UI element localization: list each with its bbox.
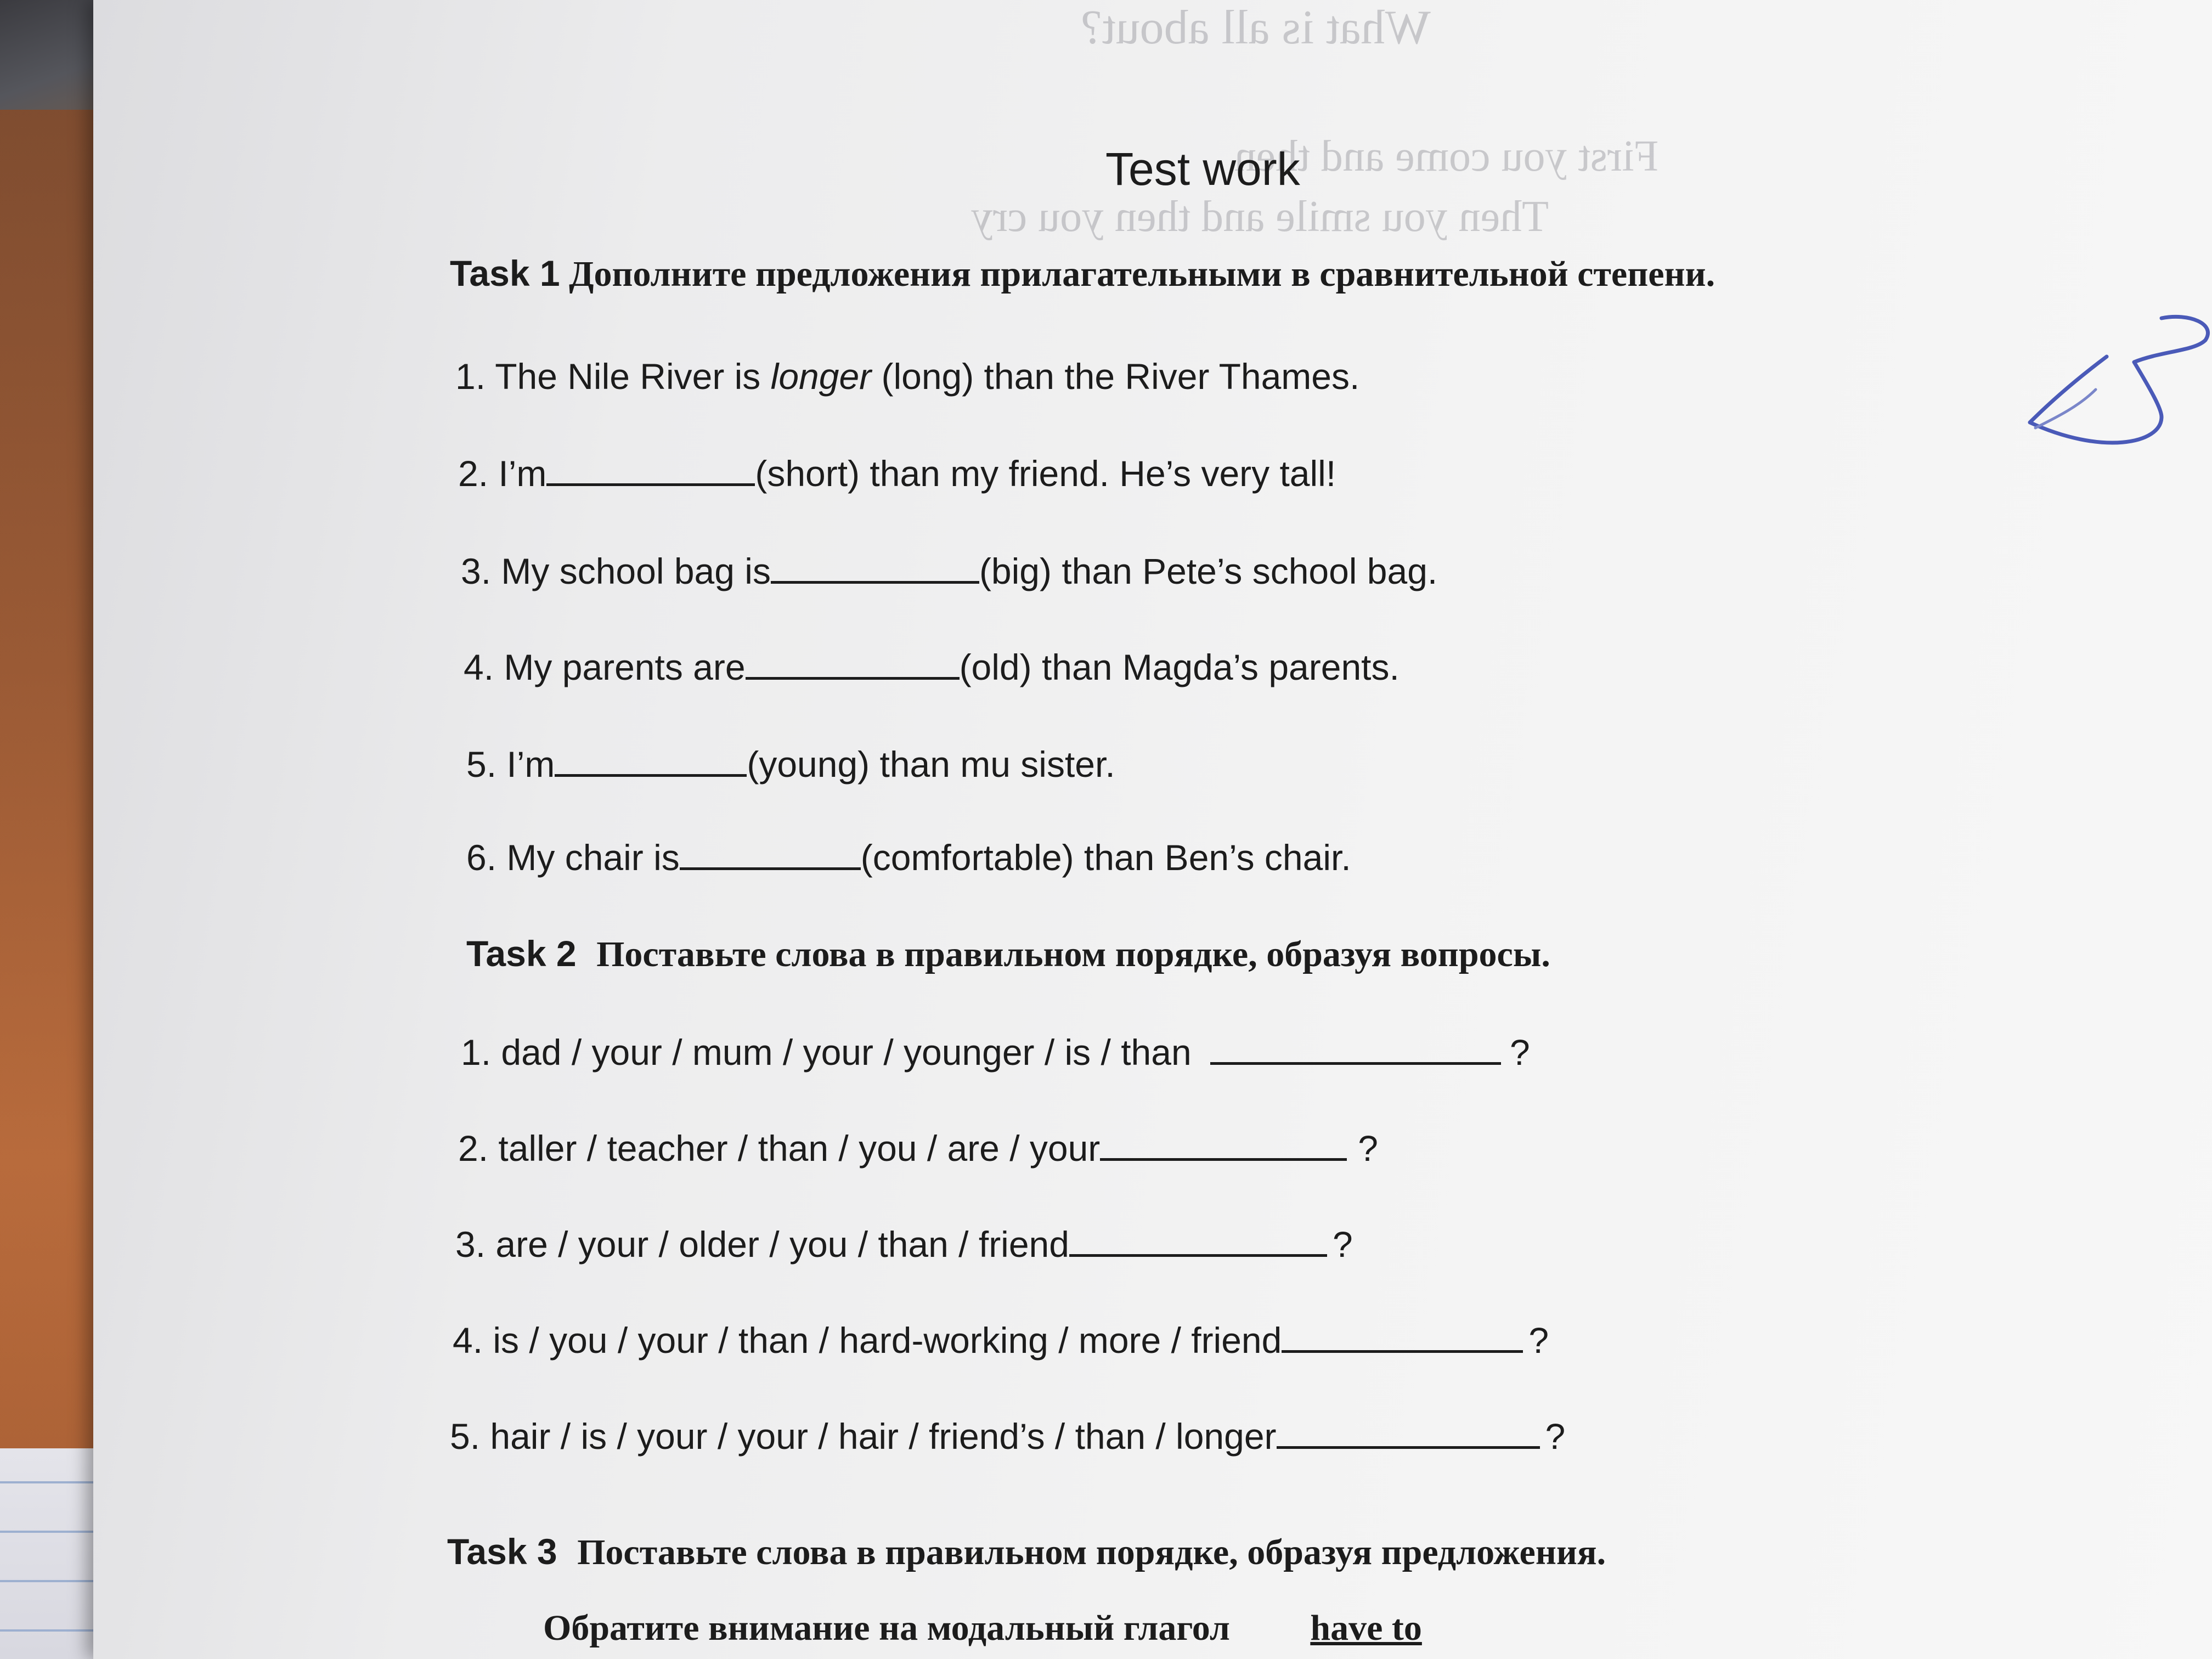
item-number: 5. xyxy=(450,1416,481,1457)
bleed-through-text: Then you smile and then you cry xyxy=(971,193,1549,241)
task2-item xyxy=(461,1031,1530,1073)
task3-heading xyxy=(447,1531,1606,1573)
handwritten-grade-mark xyxy=(2024,313,2212,455)
item-number: 4. xyxy=(453,1320,483,1361)
task1-label: Task 1 xyxy=(450,253,560,294)
item-number: 2. xyxy=(458,453,489,494)
grade-stroke xyxy=(2030,317,2208,443)
answer-blank[interactable] xyxy=(1210,1031,1501,1065)
task1-item xyxy=(464,646,1400,688)
answer-blank[interactable] xyxy=(546,453,755,486)
answer-blank[interactable] xyxy=(771,550,979,584)
answer-blank[interactable] xyxy=(1277,1415,1540,1449)
item-text-after: (long) than the River Thames. xyxy=(881,356,1360,397)
question-mark: ? xyxy=(1545,1416,1566,1457)
word-list: are / your / older / you / than / friend xyxy=(495,1224,1069,1265)
item-text-before: I’m xyxy=(498,453,547,494)
task2-heading xyxy=(466,933,1550,975)
task2-label: Task 2 xyxy=(466,933,577,974)
question-mark: ? xyxy=(1358,1128,1379,1169)
answer-blank[interactable] xyxy=(1282,1319,1523,1353)
task1-item xyxy=(466,743,1115,785)
task2-instruction: Поставьте слова в правильном порядке, образуя вопросы. xyxy=(596,934,1550,974)
item-number: 3. xyxy=(455,1224,486,1265)
page-title: Test work xyxy=(1105,143,1300,195)
item-text-before: My school bag is xyxy=(501,551,771,591)
item-text-after: (old) than Magda’s parents. xyxy=(959,647,1400,687)
word-list: dad / your / mum / your / younger / is / than xyxy=(501,1032,1192,1073)
item-number: 5. xyxy=(466,744,497,785)
item-text-after: (short) than my friend. He’s very tall! xyxy=(755,453,1336,494)
item-number: 4. xyxy=(464,647,494,687)
task2-item xyxy=(458,1127,1378,1169)
question-mark: ? xyxy=(1528,1320,1549,1361)
task1-item xyxy=(458,453,1336,494)
item-text-after: (young) than mu sister. xyxy=(747,744,1115,785)
question-mark: ? xyxy=(1510,1032,1530,1073)
word-list: taller / teacher / than / you / are / your xyxy=(498,1128,1101,1169)
answer-blank[interactable] xyxy=(1069,1223,1327,1257)
item-number: 6. xyxy=(466,837,497,878)
task3-label: Task 3 xyxy=(447,1531,557,1572)
item-text-before: The Nile River is xyxy=(495,356,761,397)
task2-item xyxy=(455,1223,1353,1265)
example-answer: longer xyxy=(770,356,872,397)
item-number: 1. xyxy=(461,1032,492,1073)
item-text-after: (comfortable) than Ben’s chair. xyxy=(860,837,1351,878)
word-list: hair / is / your / your / hair / friend’s / than / longer xyxy=(490,1416,1277,1457)
item-text-before: My parents are xyxy=(504,647,746,687)
task1-heading xyxy=(450,252,1715,295)
item-text-after: (big) than Pete’s school bag. xyxy=(979,551,1438,591)
answer-blank[interactable] xyxy=(555,743,747,777)
task2-item xyxy=(453,1319,1549,1361)
answer-blank[interactable] xyxy=(1100,1127,1347,1161)
bleed-through-text: What is all about? xyxy=(1081,1,1431,54)
task1-item xyxy=(461,550,1437,592)
answer-blank[interactable] xyxy=(746,646,960,680)
bleed-through-text: First you come and then xyxy=(1234,132,1659,180)
item-number: 1. xyxy=(455,356,486,397)
task3-instruction: Поставьте слова в правильном порядке, образуя предложения. xyxy=(577,1532,1606,1572)
task1-example xyxy=(455,356,1359,397)
modal-verb: have to xyxy=(1310,1608,1422,1648)
task1-instruction: Дополните предложения прилагательными в сравнительной степени. xyxy=(569,254,1716,294)
answer-blank[interactable] xyxy=(680,837,861,870)
item-text-before: I’m xyxy=(506,744,555,785)
task3-note xyxy=(543,1607,1422,1649)
item-number: 2. xyxy=(458,1128,489,1169)
task2-item xyxy=(450,1415,1565,1457)
worksheet-paper xyxy=(93,0,2212,1659)
task1-item xyxy=(466,837,1351,878)
item-number: 3. xyxy=(461,551,492,591)
item-text-before: My chair is xyxy=(506,837,680,878)
question-mark: ? xyxy=(1332,1224,1353,1265)
note-text: Обратите внимание на модальный глагол xyxy=(543,1608,1230,1648)
word-list: is / you / your / than / hard-working / more / friend xyxy=(493,1320,1282,1361)
